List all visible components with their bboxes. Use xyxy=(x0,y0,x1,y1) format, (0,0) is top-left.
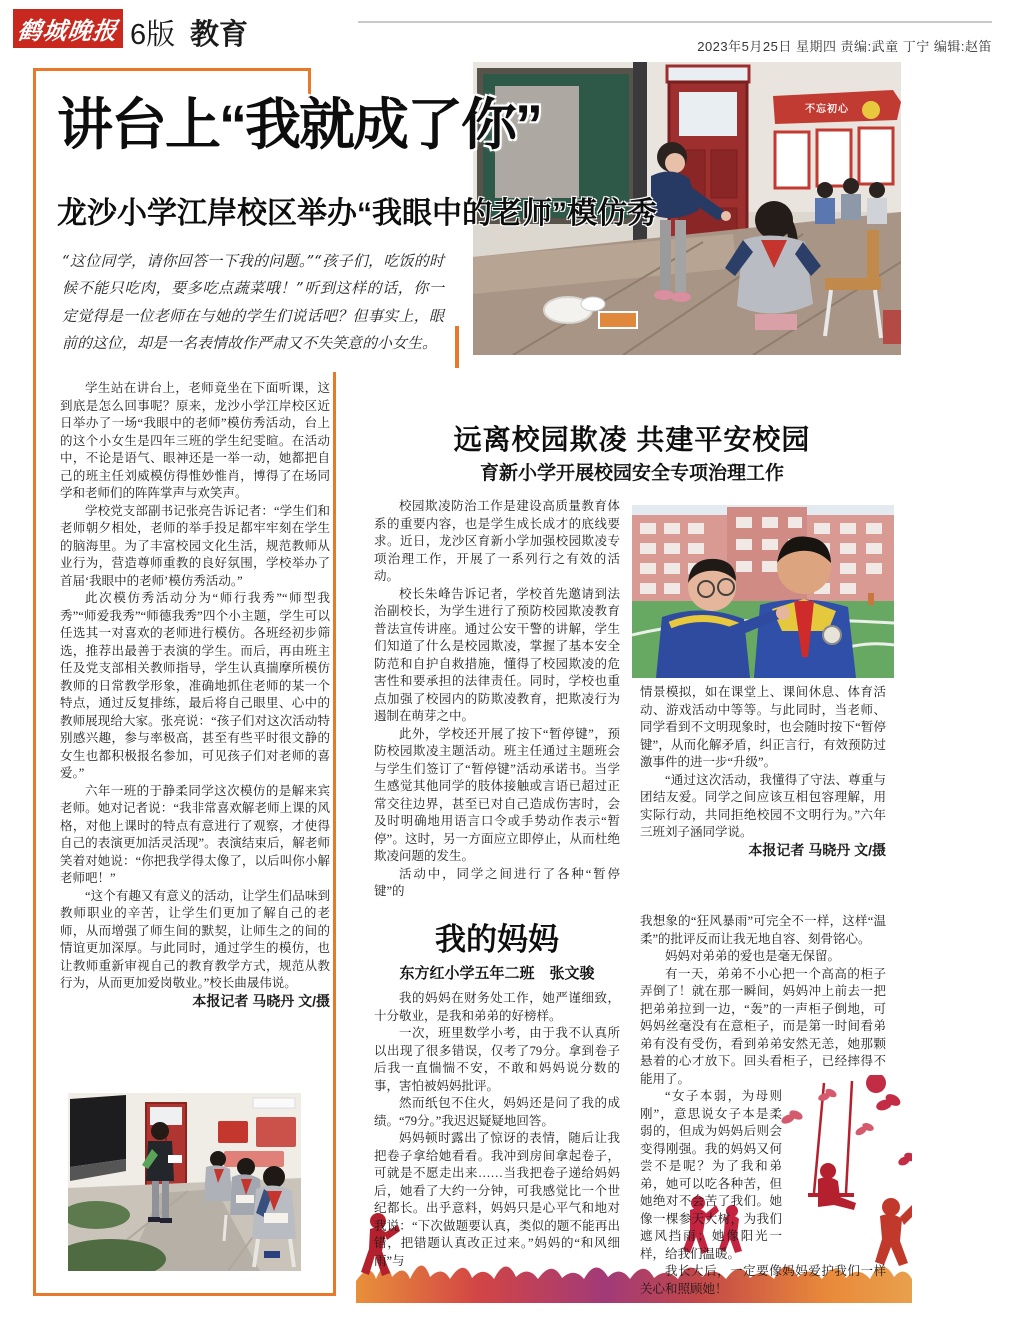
essay-paragraph: “女子本弱，为母则刚”，意思说女子本是柔弱的，但成为妈妈后则会变得刚强。我的妈妈又何尝不是呢？为了我和弟弟，她可以吃各种苦，但她绝对不会苦了我们。她像一棵参天大树，为我们遮风挡雨；她像阳光一样，给我们温暖。 xyxy=(640,1089,782,1261)
essay-paragraph: 一次，班里数学小考，由于我不认真所以出现了很多错误，仅考了79分。拿到卷子后我一直惴惴不安，不敢和妈妈说分数的事，害怕被妈妈批评。 xyxy=(374,1026,620,1093)
article2-byline: 本报记者 马晓丹 文/摄 xyxy=(748,841,886,858)
newspaper-logo-text: 鹤城晚报 xyxy=(15,16,120,45)
article2-paragraph: 校园欺凌防治工作是建设高质量教育体系的重要内容，也是学生成长成才的底线要求。近日，龙沙区育新小学加强校园欺凌专项治理工作，开展了一系列行之有效的活动。 xyxy=(374,499,620,583)
article2-column-1 xyxy=(374,498,620,901)
essay-column-2 xyxy=(640,913,886,1298)
essay-paragraph: 妈妈顿时露出了惊讶的表情，随后让我把卷子拿给她看看。我冲到房间拿起卷子，可就是不愿走出来……当我把卷子递给妈妈后，她看了大约一分钟，可我感觉比一个世纪都长。出乎意料，妈妈只是心平气和地对我说：“下次做题要认真，类似的题不能再出错，把错题认真改正过来。”妈妈的“和风细雨”与 xyxy=(374,1131,620,1268)
illustration-text-wrap-spacer xyxy=(788,1138,886,1260)
lead-paragraph: 学校党支部副书记张亮告诉记者：“学生们和老师朝夕相处，老师的举手投足都牢牢刻在学生的脑海里。为了丰富校园文化生活，规范教师从业行为，营造尊师重教的良好氛围，学校举办了首届‘我眼中的老师’模仿秀活动。” xyxy=(60,503,330,588)
essay-title: 我的妈妈 xyxy=(435,922,559,957)
essay-paragraph: 我想象的“狂风暴雨”可完全不一样，这样“温柔”的批评反而让我无地自容、刻骨铭心。 xyxy=(640,914,886,946)
essay-column-1 xyxy=(374,990,620,1270)
newspaper-logo xyxy=(13,9,123,48)
frame-bottom-border xyxy=(33,1293,336,1296)
essay-paragraph: 我长大后，一定要像妈妈爱护我们一样关心和照顾她！ xyxy=(640,1264,886,1296)
article2-paragraph: 校长朱峰告诉记者，学校首先邀请到法治副校长，为学生进行了预防校园欺凌教育普法宣传讲座。通过公安干警的讲解，学生们知道了什么是校园欺凌，掌握了基本安全防范和自护自救措施，懂得了校园欺凌的危害性和要承担的法律责任。同时，学校也重点加强了校园内的防欺凌教育，把欺凌行为遏制在萌芽之中。 xyxy=(374,586,620,723)
schoolyard-boys-illustration xyxy=(632,505,894,678)
lead-paragraph: 学生站在讲台上，老师竟坐在下面听课，这到底是怎么回事呢？原来，龙沙小学江岸校区近日举办了一场“我眼中的老师”模仿秀活动，台上的这个小女生是四年三班的学生纪雯暄。在活动中，不论是语气、眼神还是一举一动，她都把自己的班主任刘威模仿得惟妙惟肖，博得了在场同学和老师们的阵阵掌声与欢笑声。 xyxy=(60,381,330,500)
lead-byline: 本报记者 马晓丹 文/摄 xyxy=(192,992,330,1009)
frame-right-border xyxy=(333,372,336,1296)
intro-divider-bar xyxy=(455,326,459,368)
wall-slogan-text: 不忘初心 xyxy=(805,104,849,115)
lead-article-body xyxy=(60,380,330,1010)
lead-intro: “这位同学，请你回答一下我的问题。”“孩子们，吃饭的时候不能只吃肉，要多吃点蔬菜哦！”听到这样的话，你一定觉得是一位老师在与她的学生们说话吧？但事实上，眼前的这位，却是一名表情故作严肃又不失笑意的小女生。 xyxy=(62,252,444,352)
lead-paragraph: 六年一班的于静柔同学这次模仿的是解来宾老师。她对记者说：“我非常喜欢解老师上课的风格，对他上课时的特点有意进行了观察，才使得自己的表演更加活灵活现”。表演结束后，解老师笑着对她说：“你把我学得太像了，以后叫你小解老师吧！” xyxy=(60,783,330,885)
article2-photo xyxy=(632,505,894,678)
lead-subhead: 龙沙小学江岸校区举办“我眼中的老师”模仿秀 xyxy=(57,197,657,230)
classroom-reading-illustration xyxy=(68,1093,301,1271)
lead-paragraph: 此次模仿秀活动分为“师行我秀”“师型我秀”“师爱我秀”“师德我秀”四个小主题，学生可以任选其一对喜欢的老师进行模仿。各班经初步筛选，推荐出最善于表演的学生。而后，再由班主任及党支部相关教师指导，学生认真揣摩所模仿教师的日常教学形象，准确地抓住老师的某一个特点，通过反复排练，最后将自己眼里、心中的教师展现给大家。张亮说：“孩子们对这次活动特别感兴趣，参与率极高，甚至有些平时很文静的女生也都积极报名参加，可见孩子们对老师的喜爱。” xyxy=(60,591,330,780)
essay-paragraph: 有一天，弟弟不小心把一个高高的柜子弄倒了！就在那一瞬间，妈妈冲上前去一把把弟弟拉到一边，“轰”的一声柜子倒地，可妈妈丝毫没有在意柜子，而是第一时间看弟弟有没有受伤，看到弟弟安然无恙，她那颗悬着的心才放下。回头看柜子，已经摔得不能用了。 xyxy=(640,966,886,1086)
frame-top-border xyxy=(33,68,311,71)
article2-column-2 xyxy=(640,684,886,859)
frame-left-border xyxy=(33,68,36,1296)
lead-article-photo-2 xyxy=(68,1093,301,1271)
article2-paragraph: “通过这次活动，我懂得了守法、尊重与团结友爱。同学之间应该互相包容理解，用实际行动，共同拒绝校园不文明行为。”六年三班刘子涵同学说。 xyxy=(640,772,886,839)
article2-paragraph: 活动中，同学之间进行了各种“暂停键”的 xyxy=(374,866,620,898)
dateline: 2023年5月25日 星期四 责编:武童 丁宁 编辑:赵笛 xyxy=(697,39,992,54)
lead-headline: 讲台上“我就成了你” xyxy=(57,93,541,156)
article2-subhead: 育新小学开展校园安全专项治理工作 xyxy=(479,463,784,484)
essay-paragraph: 妈妈对弟弟的爱也是毫无保留。 xyxy=(665,949,841,963)
section-title: 教育 xyxy=(190,19,249,51)
article2-paragraph: 情景模拟，如在课堂上、课间休息、体育活动、游戏活动中等等。与此同时，当老师、同学看到不文明现象时，也会随时按下“暂停键”，从而化解矛盾，纠正言行，有效预防过激事件的进一步“升级”。 xyxy=(640,685,886,769)
essay-paragraph: 然而纸包不住火，妈妈还是问了我的成绩。“79分。”我迟迟疑疑地回答。 xyxy=(374,1096,620,1128)
article2-paragraph: 此外，学校还开展了按下“暂停键”，预防校园欺凌主题活动。班主任通过主题班会与学生们签订了“暂停键”活动承诺书。当学生感觉其他同学的肢体接触或言语已超过正常交往边界，甚至已对自己造成伤害时，会及时明确地用语言口令或手势动作表示“暂停”。这时，另一方面应立即停止，从而杜绝欺凌问题的发生。 xyxy=(374,726,620,863)
article2-headline: 远离校园欺凌 共建平安校园 xyxy=(453,424,811,455)
edition-number: 6版 xyxy=(130,19,176,51)
essay-paragraph: 我的妈妈在财务处工作，她严谨细致，十分敬业，是我和弟弟的好榜样。 xyxy=(374,991,620,1023)
essay-author: 东方红小学五年二班 张文骏 xyxy=(399,965,595,982)
lead-paragraph: “这个有趣又有意义的活动，让学生们品味到教师职业的辛苦，让学生们更加了解自己的老师，从而增强了师生间的默契，让师生之的间的情谊更加深厚。与此同时，通过学生的模仿，也让教师重新审视自己的教育教学方式，规范从教行为，从而更加爱岗敬业。”校长曲晟伟说。 xyxy=(60,888,330,990)
header-rule xyxy=(358,21,992,23)
